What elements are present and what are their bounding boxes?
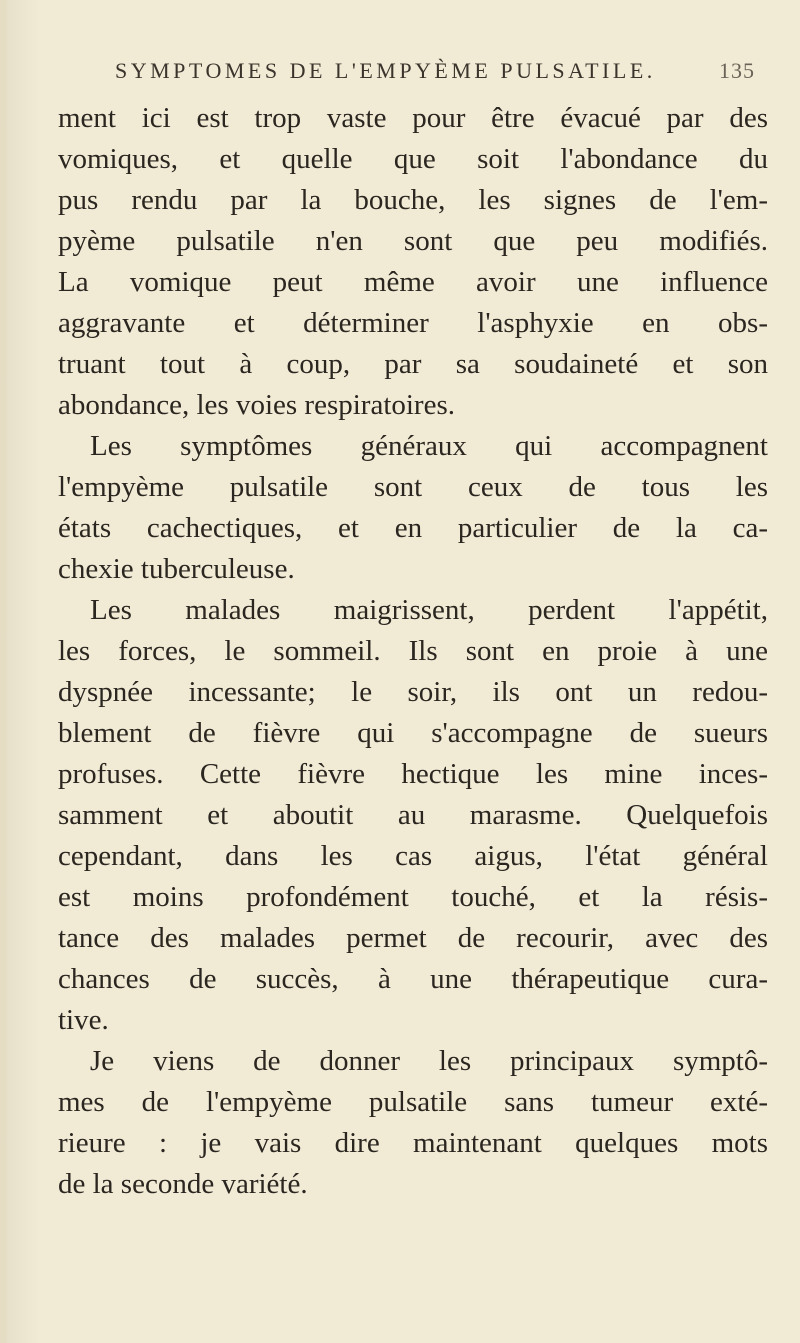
body-text: [58, 98, 768, 1205]
text-line: chexie tuberculeuse.: [58, 553, 295, 585]
text-line: ment ici est trop vaste pour être évacué par des: [58, 102, 768, 134]
text-line: est moins profondément touché, et la résis-: [58, 881, 768, 913]
text-line: La vomique peut même avoir une influence: [58, 266, 768, 298]
page-number: 135: [719, 58, 755, 83]
text-line: cependant, dans les cas aigus, l'état général: [58, 840, 768, 872]
text-line: de la seconde variété.: [58, 1168, 308, 1200]
running-title: SYMPTOMES DE L'EMPYÈME PULSATILE.: [115, 58, 656, 83]
page-gutter: [0, 0, 6, 1343]
text-line: tance des malades permet de recourir, avec des: [58, 922, 768, 954]
text-line: états cachectiques, et en particulier de la ca-: [58, 512, 768, 544]
text-line: tive.: [58, 1004, 109, 1036]
text-line: pyème pulsatile n'en sont que peu modifiés.: [58, 225, 768, 257]
text-line: mes de l'empyème pulsatile sans tumeur exté-: [58, 1086, 768, 1118]
text-line: Je viens de donner les principaux symptô-: [90, 1045, 768, 1077]
text-line: samment et aboutit au marasme. Quelquefois: [58, 799, 768, 831]
text-line: vomiques, et quelle que soit l'abondance du: [58, 143, 768, 175]
text-line: abondance, les voies respiratoires.: [58, 389, 455, 421]
text-line: blement de fièvre qui s'accompagne de sueurs: [58, 717, 768, 749]
text-line: aggravante et déterminer l'asphyxie en obs-: [58, 307, 768, 339]
running-header: [115, 58, 755, 84]
text-line: rieure : je vais dire maintenant quelques mots: [58, 1127, 768, 1159]
text-line: dyspnée incessante; le soir, ils ont un redou-: [58, 676, 768, 708]
text-line: truant tout à coup, par sa soudaineté et son: [58, 348, 768, 380]
text-line: Les malades maigrissent, perdent l'appétit,: [90, 594, 768, 626]
text-line: l'empyème pulsatile sont ceux de tous les: [58, 471, 768, 503]
text-line: les forces, le sommeil. Ils sont en proie à une: [58, 635, 768, 667]
text-line: chances de succès, à une thérapeutique cura-: [58, 963, 768, 995]
text-line: Les symptômes généraux qui accompagnent: [90, 430, 768, 462]
text-line: pus rendu par la bouche, les signes de l'em-: [58, 184, 768, 216]
text-line: profuses. Cette fièvre hectique les mine inces-: [58, 758, 768, 790]
